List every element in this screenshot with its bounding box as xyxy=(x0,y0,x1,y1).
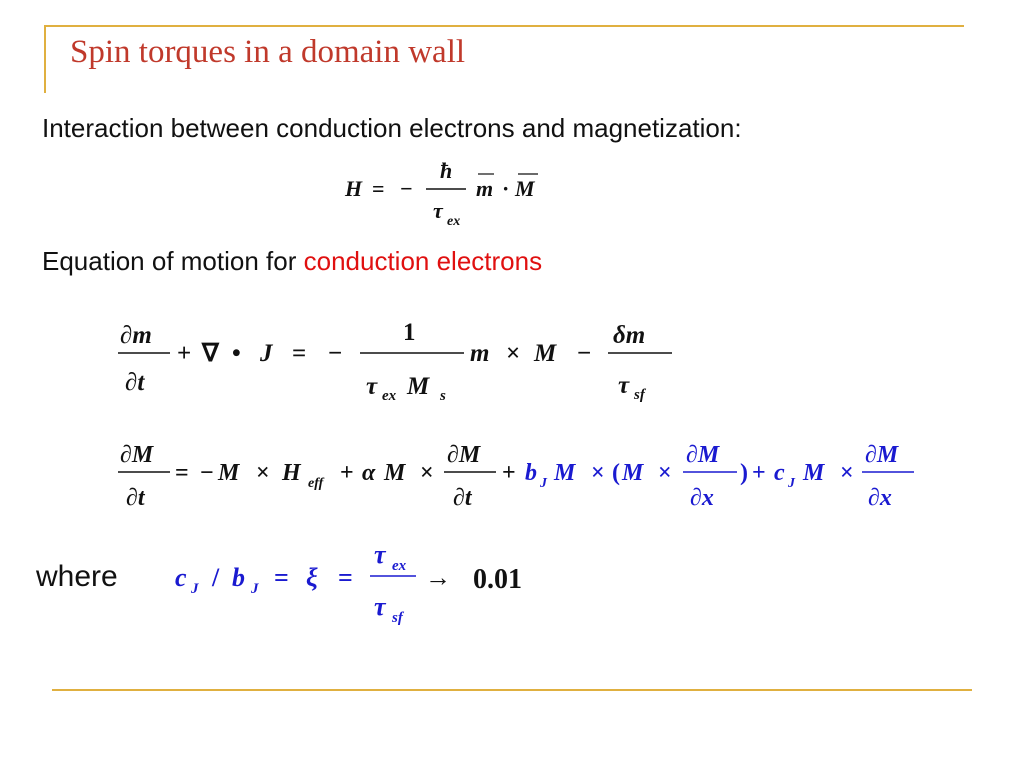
motion-prefix: Equation of motion for xyxy=(42,246,304,276)
svg-text:+: + xyxy=(340,460,354,486)
svg-text:M: M xyxy=(407,373,430,400)
motion-highlight: conduction electrons xyxy=(303,246,543,276)
svg-text:=: = xyxy=(175,460,189,486)
svg-text:J: J xyxy=(260,340,273,367)
svg-text:τ: τ xyxy=(374,540,386,569)
llg-equation xyxy=(118,442,914,511)
svg-text:J: J xyxy=(191,581,199,597)
svg-text:H: H xyxy=(345,176,363,201)
svg-text:H: H xyxy=(282,460,301,486)
svg-text:=: = xyxy=(292,340,307,367)
svg-text:∂M: ∂M xyxy=(865,442,899,468)
svg-text:×: × xyxy=(506,340,521,367)
svg-text:τ: τ xyxy=(374,592,386,621)
svg-text:·: · xyxy=(502,176,510,201)
svg-text:=: = xyxy=(338,563,353,592)
svg-text:+: + xyxy=(752,460,766,486)
ratio-equation xyxy=(175,540,522,626)
svg-text:=: = xyxy=(274,563,289,592)
svg-text:M: M xyxy=(384,460,406,486)
svg-text:J: J xyxy=(788,476,795,491)
svg-text:+: + xyxy=(177,340,192,367)
svg-text:∂M: ∂M xyxy=(686,442,720,468)
svg-text:sf: sf xyxy=(634,387,645,403)
svg-text:c: c xyxy=(175,563,187,592)
svg-text:∂M: ∂M xyxy=(120,442,154,468)
svg-text:×: × xyxy=(420,460,434,486)
svg-text:b: b xyxy=(232,563,245,592)
svg-text:τ: τ xyxy=(366,373,378,400)
svg-text:J: J xyxy=(540,476,547,491)
svg-text:sf: sf xyxy=(392,610,403,626)
svg-text:m: m xyxy=(476,176,494,201)
svg-text:s: s xyxy=(440,388,446,404)
svg-text:(: ( xyxy=(612,460,620,486)
svg-text:b: b xyxy=(525,460,537,486)
svg-text:1: 1 xyxy=(403,319,416,346)
svg-text:∂x: ∂x xyxy=(868,485,892,511)
svg-text:α: α xyxy=(362,460,376,486)
svg-text:+: + xyxy=(502,460,516,486)
svg-text:ex: ex xyxy=(392,558,407,574)
svg-text:J: J xyxy=(251,581,259,597)
svg-text:×: × xyxy=(256,460,270,486)
svg-text:0.01: 0.01 xyxy=(473,564,522,595)
intro-text: Interaction between conduction electrons and magnetization: xyxy=(42,113,742,143)
svg-text:M: M xyxy=(622,460,644,486)
slide-title: Spin torques in a domain wall xyxy=(70,34,466,70)
svg-text:): ) xyxy=(740,460,748,486)
svg-text:M: M xyxy=(534,340,557,367)
svg-text:τ: τ xyxy=(433,198,443,223)
svg-text:m: m xyxy=(470,340,490,367)
svg-text:×: × xyxy=(591,460,605,486)
svg-text:−: − xyxy=(200,460,214,486)
svg-text:∂m: ∂m xyxy=(120,322,152,349)
svg-text:τ: τ xyxy=(618,372,630,399)
svg-text:∂t: ∂t xyxy=(125,369,145,396)
svg-text:−: − xyxy=(577,340,592,367)
where-label: where xyxy=(36,560,118,593)
svg-text:ħ: ħ xyxy=(440,158,453,183)
svg-text:ex: ex xyxy=(382,388,397,404)
svg-text:=: = xyxy=(372,176,385,201)
svg-text:M: M xyxy=(218,460,240,486)
svg-text:ex: ex xyxy=(447,214,461,229)
svg-text:∂x: ∂x xyxy=(690,485,714,511)
spin-torque-terms xyxy=(525,442,914,511)
svg-text:∇: ∇ xyxy=(202,340,219,367)
svg-text:−: − xyxy=(400,176,413,201)
svg-text:∂t: ∂t xyxy=(453,485,472,511)
footer-rule xyxy=(52,689,972,691)
svg-text:eff: eff xyxy=(308,476,324,491)
svg-text:→: → xyxy=(425,563,451,592)
svg-text:∂M: ∂M xyxy=(447,442,481,468)
electron-motion-equation xyxy=(118,319,672,404)
hamiltonian-equation xyxy=(344,158,538,229)
svg-text:M: M xyxy=(515,176,535,201)
svg-text:×: × xyxy=(658,460,672,486)
svg-text:•: • xyxy=(232,340,241,367)
svg-text:×: × xyxy=(840,460,854,486)
svg-text:c: c xyxy=(774,460,785,486)
svg-text:δm: δm xyxy=(613,322,646,349)
svg-text:−: − xyxy=(328,340,343,367)
svg-text:∂t: ∂t xyxy=(126,485,145,511)
svg-text:ξ: ξ xyxy=(306,563,318,592)
svg-text:/: / xyxy=(212,563,220,592)
svg-text:M: M xyxy=(554,460,576,486)
svg-text:M: M xyxy=(803,460,825,486)
